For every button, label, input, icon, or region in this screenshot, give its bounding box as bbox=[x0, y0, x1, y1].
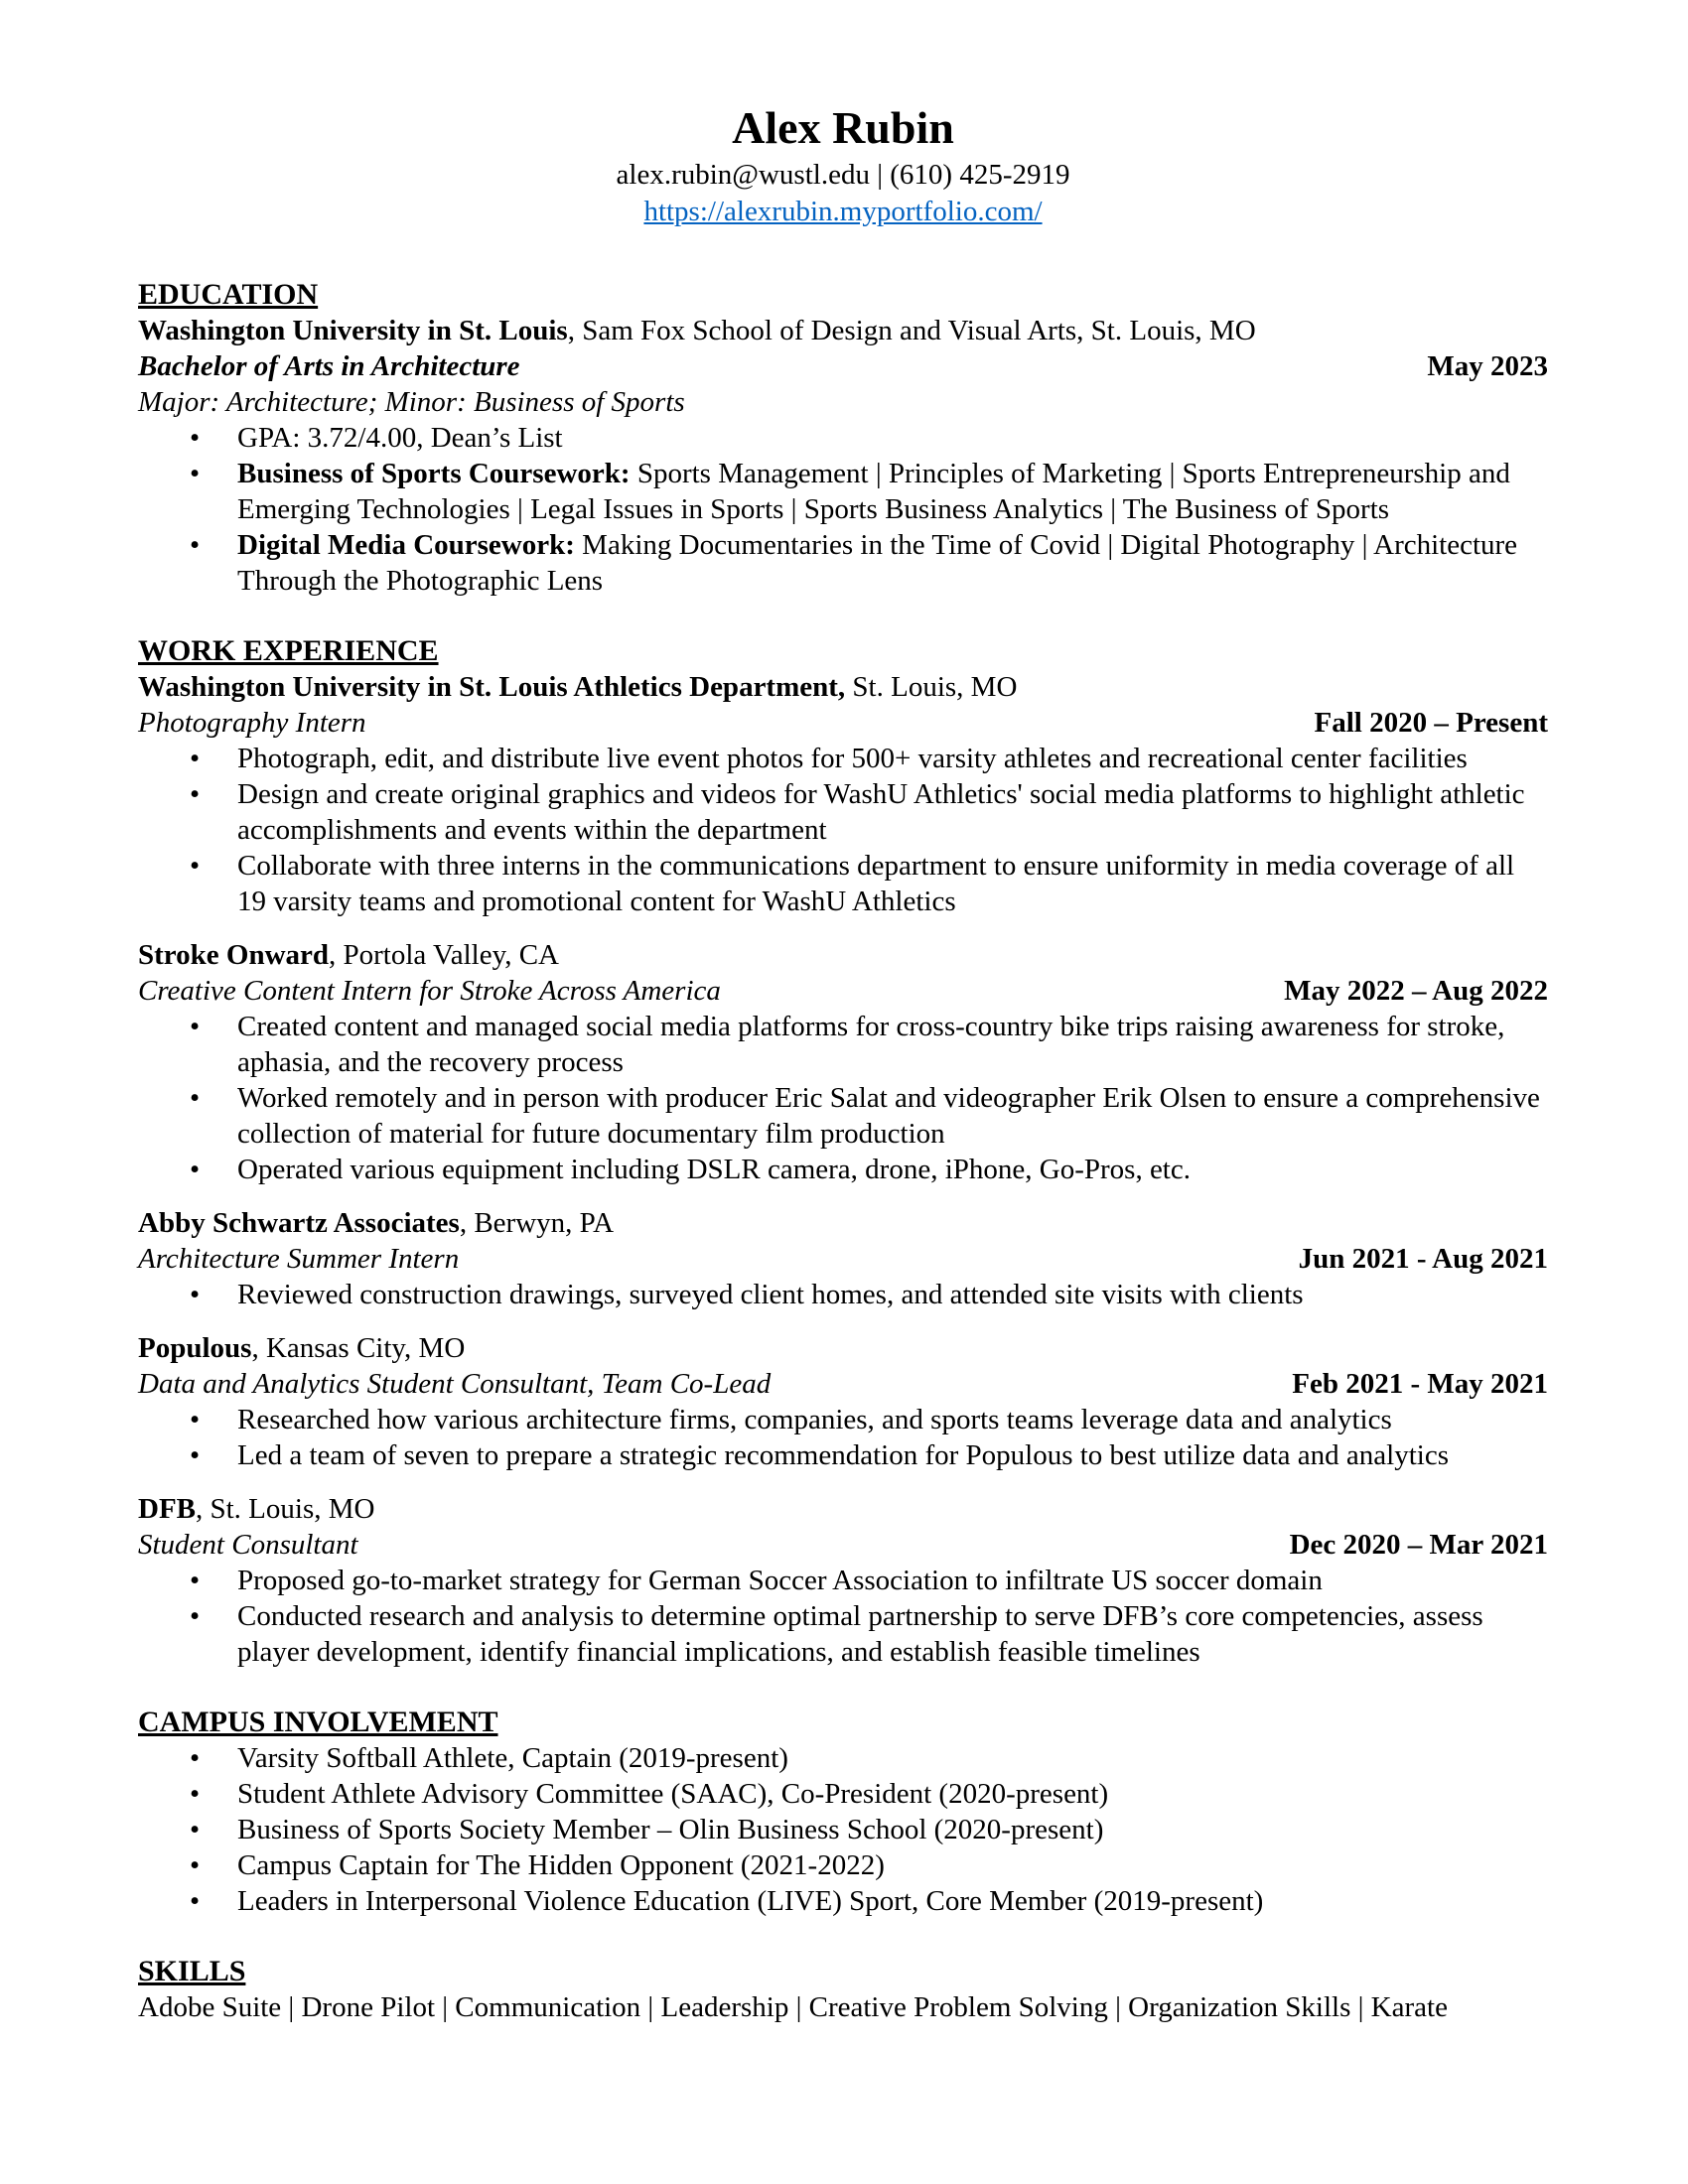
job-bullets bbox=[138, 741, 1548, 919]
campus-heading: CAMPUS INVOLVEMENT bbox=[138, 1706, 498, 1738]
job-org: Stroke Onward bbox=[138, 939, 330, 971]
list-item: • Leaders in Interpersonal Violence Education (LIVE) Sport, Core Member (2019-present) bbox=[138, 1883, 1548, 1919]
job-org: Washington University in St. Louis Athletics Department, bbox=[138, 671, 846, 703]
candidate-name: Alex Rubin bbox=[732, 102, 954, 153]
list-item: • Conducted research and analysis to determine optimal partnership to serve DFB’s core competencies, assess player development, identify financial implications, and establish feasible timelines bbox=[138, 1598, 1548, 1670]
list-item: • Proposed go-to-market strategy for German Soccer Association to infiltrate US soccer domain bbox=[138, 1563, 1548, 1598]
job-date: Feb 2021 - May 2021 bbox=[1292, 1368, 1548, 1400]
job-location: , Kansas City, MO bbox=[251, 1332, 466, 1364]
job-bullets bbox=[138, 1277, 1548, 1312]
education-heading: EDUCATION bbox=[138, 278, 319, 311]
list-item: • Photograph, edit, and distribute live event photos for 500+ varsity athletes and recreational center facilities bbox=[138, 741, 1548, 776]
major-minor: Major: Architecture; Minor: Business of Sports bbox=[138, 386, 685, 418]
work-heading: WORK EXPERIENCE bbox=[138, 634, 439, 667]
job-entry bbox=[138, 1205, 1548, 1312]
job-org-line bbox=[138, 1491, 1548, 1527]
job-role-row bbox=[138, 1241, 1548, 1277]
job-location: , St. Louis, MO bbox=[196, 1493, 375, 1525]
list-item: • Reviewed construction drawings, surveyed client homes, and attended site visits with clients bbox=[138, 1277, 1548, 1312]
contact-line: alex.rubin@wustl.edu | (610) 425-2919 bbox=[616, 159, 1070, 191]
job-date: Jun 2021 - Aug 2021 bbox=[1298, 1243, 1548, 1275]
portfolio-link[interactable]: https://alexrubin.myportfolio.com/ bbox=[643, 196, 1043, 227]
list-item: • Worked remotely and in person with producer Eric Salat and videographer Erik Olsen to ensure a comprehensive collection of material for future documentary film production bbox=[138, 1080, 1548, 1152]
job-role: Student Consultant bbox=[138, 1529, 358, 1561]
job-location: , Portola Valley, CA bbox=[329, 939, 560, 971]
job-role: Data and Analytics Student Consultant, Team Co-Lead bbox=[138, 1368, 772, 1400]
degree-title: Bachelor of Arts in Architecture bbox=[138, 350, 520, 382]
job-org-line bbox=[138, 1330, 1548, 1366]
list-item: • Operated various equipment including DSLR camera, drone, iPhone, Go-Pros, etc. bbox=[138, 1152, 1548, 1187]
bullet-text: Making Documentaries in the Time of Covid | Digital Photography | Architecture Through the Photographic Lens bbox=[237, 529, 1518, 597]
bullet-text: Sports Management | Principles of Marketing | Sports Entrepreneurship and Emerging Technologies | Legal Issues in Sports | Sports Business Analytics | The Business of Sports bbox=[237, 458, 1510, 525]
school-detail: , Sam Fox School of Design and Visual Arts, St. Louis, MO bbox=[567, 315, 1256, 346]
list-item: • Student Athlete Advisory Committee (SAAC), Co-President (2020-present) bbox=[138, 1776, 1548, 1812]
job-role-row bbox=[138, 973, 1548, 1009]
job-org-line bbox=[138, 937, 1548, 973]
job-date: Dec 2020 – Mar 2021 bbox=[1289, 1529, 1548, 1561]
job-org: Abby Schwartz Associates bbox=[138, 1207, 460, 1239]
list-item: • Created content and managed social media platforms for cross-country bike trips raising awareness for stroke, aphasia, and the recovery process bbox=[138, 1009, 1548, 1080]
bullet-text: GPA: 3.72/4.00, Dean’s List bbox=[237, 422, 563, 454]
school-name: Washington University in St. Louis bbox=[138, 315, 568, 346]
list-item bbox=[138, 456, 1548, 527]
job-org-line bbox=[138, 669, 1548, 705]
portfolio-line bbox=[138, 194, 1548, 230]
education-school-line bbox=[138, 313, 1548, 348]
job-role-row bbox=[138, 1366, 1548, 1402]
job-role: Architecture Summer Intern bbox=[138, 1243, 460, 1275]
job-entry bbox=[138, 937, 1548, 1187]
list-item: • Led a team of seven to prepare a strategic recommendation for Populous to best utilize data and analytics bbox=[138, 1437, 1548, 1473]
bullet-label: Business of Sports Coursework: bbox=[237, 458, 631, 489]
job-date: Fall 2020 – Present bbox=[1314, 707, 1548, 739]
job-entry bbox=[138, 1330, 1548, 1473]
job-entry bbox=[138, 669, 1548, 919]
list-item: • Collaborate with three interns in the communications department to ensure uniformity in media coverage of all 19 varsity teams and promotional content for WashU Athletics bbox=[138, 848, 1548, 919]
job-location: St. Louis, MO bbox=[845, 671, 1018, 703]
skills-list: Adobe Suite | Drone Pilot | Communication | Leadership | Creative Problem Solving | Organization Skills | Karate bbox=[138, 1991, 1448, 2023]
job-role: Photography Intern bbox=[138, 707, 366, 739]
job-bullets bbox=[138, 1009, 1548, 1187]
list-item: • Design and create original graphics and videos for WashU Athletics' social media platforms to highlight athletic accomplishments and events within the department bbox=[138, 776, 1548, 848]
list-item bbox=[138, 420, 1548, 456]
bullet-label: Digital Media Coursework: bbox=[237, 529, 575, 561]
job-location: , Berwyn, PA bbox=[459, 1207, 615, 1239]
resume-page bbox=[138, 99, 1548, 2025]
list-item: • Researched how various architecture firms, companies, and sports teams leverage data and analytics bbox=[138, 1402, 1548, 1437]
list-item: • Business of Sports Society Member – Olin Business School (2020-present) bbox=[138, 1812, 1548, 1847]
skills-heading: SKILLS bbox=[138, 1955, 246, 1987]
education-bullets bbox=[138, 420, 1548, 599]
job-org: DFB bbox=[138, 1493, 196, 1525]
job-date: May 2022 – Aug 2022 bbox=[1284, 975, 1548, 1007]
campus-bullets bbox=[138, 1740, 1548, 1919]
job-role-row bbox=[138, 705, 1548, 741]
job-role-row bbox=[138, 1527, 1548, 1563]
job-bullets bbox=[138, 1563, 1548, 1670]
list-item: • Varsity Softball Athlete, Captain (2019-present) bbox=[138, 1740, 1548, 1776]
job-bullets bbox=[138, 1402, 1548, 1473]
list-item bbox=[138, 527, 1548, 599]
job-role: Creative Content Intern for Stroke Across America bbox=[138, 975, 721, 1007]
graduation-date: May 2023 bbox=[1427, 350, 1548, 382]
degree-row bbox=[138, 348, 1548, 384]
job-org: Populous bbox=[138, 1332, 252, 1364]
list-item: • Campus Captain for The Hidden Opponent (2021-2022) bbox=[138, 1847, 1548, 1883]
job-entry bbox=[138, 1491, 1548, 1670]
job-org-line bbox=[138, 1205, 1548, 1241]
